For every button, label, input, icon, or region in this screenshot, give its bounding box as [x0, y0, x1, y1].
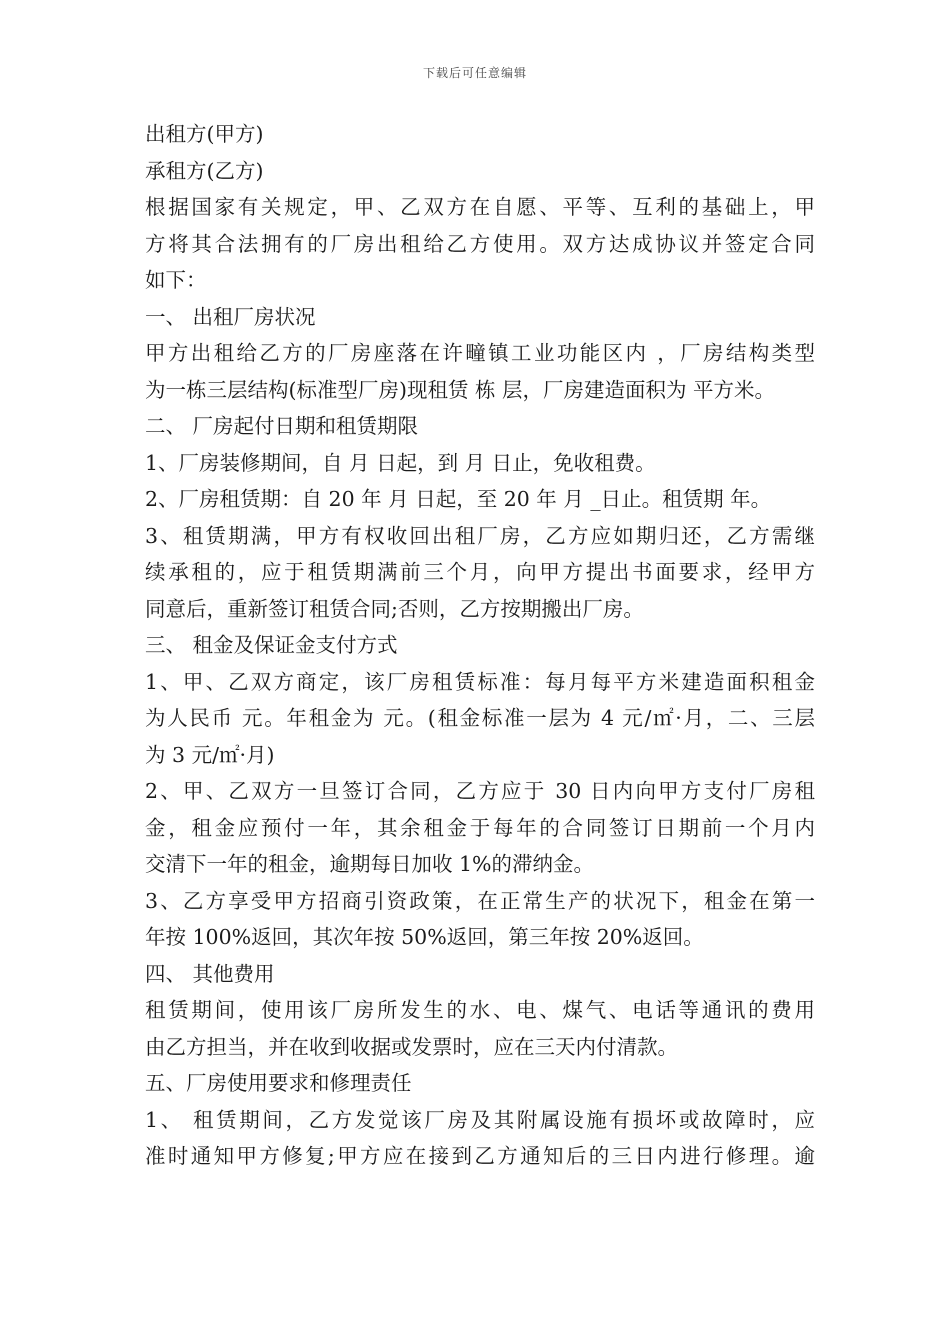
text-line: 年按 100%返回，其次年按 50%返回，第三年按 20%返回。: [145, 925, 704, 949]
contract-body: [145, 116, 815, 1175]
text-line: 金，租金应预付一年，其余租金于每年的合同签订日期前一个月内: [145, 815, 815, 840]
header-note: 下载后可任意编辑: [422, 66, 527, 80]
section-heading: 五、厂房使用要求和修理责任: [145, 1071, 412, 1095]
text-line: 1、 租赁期间，乙方发觉该厂房及其附属设施有损坏或故障时，应: [145, 1107, 815, 1132]
text-line: 根据国家有关规定，甲、乙双方在自愿、平等、互利的基础上，甲: [145, 195, 815, 219]
text-line: 为 3 元/㎡·月): [145, 742, 275, 767]
text-line: 租赁期间，使用该厂房所发生的水、电、煤气、电话等通讯的费用: [145, 998, 815, 1022]
text-line: 1、厂房装修期间，自 月 日起，到 月 日止，免收租费。: [145, 450, 656, 475]
text-line: 3、租赁期满，甲方有权收回出租厂房，乙方应如期归还，乙方需继: [145, 523, 815, 548]
text-line: 甲方出租给乙方的厂房座落在许疃镇工业功能区内 ，厂房结构类型: [145, 341, 815, 365]
text-line: 1、甲、乙双方商定，该厂房租赁标准：每月每平方米建造面积租金: [145, 669, 815, 694]
text-line: 为人民币 元。年租金为 元。(租金标准一层为 4 元/㎡·月，二、三层: [145, 706, 815, 730]
section-heading: 三、 租金及保证金支付方式: [145, 633, 398, 657]
text-line: 交清下一年的租金，逾期每日加收 1%的滞纳金。: [145, 852, 595, 876]
text-line: 2、甲、乙双方一旦签订合同，乙方应于 30 日内向甲方支付厂房租: [145, 779, 815, 803]
text-line: 由乙方担当，并在收到收据或发票时，应在三天内付清款。: [145, 1034, 678, 1059]
text-line: 承租方(乙方): [145, 158, 264, 183]
text-line: 准时通知甲方修复;甲方应在接到乙方通知后的三日内进行修理。逾: [145, 1144, 815, 1168]
section-heading: 一、 出租厂房状况: [145, 304, 316, 329]
section-heading: 四、 其他费用: [145, 961, 275, 986]
text-line: 方将其合法拥有的厂房出租给乙方使用。双方达成协议并签定合同: [145, 231, 815, 256]
text-line: 如下：: [145, 268, 207, 292]
text-line: 同意后，重新签订租赁合同;否则，乙方按期搬出厂房。: [145, 596, 644, 621]
section-heading: 二、 厂房起付日期和租赁期限: [145, 414, 419, 438]
text-line: 出租方(甲方): [145, 122, 264, 146]
text-line: 续承租的，应于租赁期满前三个月，向甲方提出书面要求，经甲方: [145, 560, 815, 584]
text-line: 3、乙方享受甲方招商引资政策，在正常生产的状况下，租金在第一: [145, 888, 815, 913]
text-line: 为一栋三层结构(标准型厂房)现租赁 栋 层，厂房建造面积为 平方米。: [145, 377, 776, 402]
text-line: 2、厂房租赁期：自 20 年 月 日起，至 20 年 月 _日止。租赁期 年。: [145, 487, 772, 511]
